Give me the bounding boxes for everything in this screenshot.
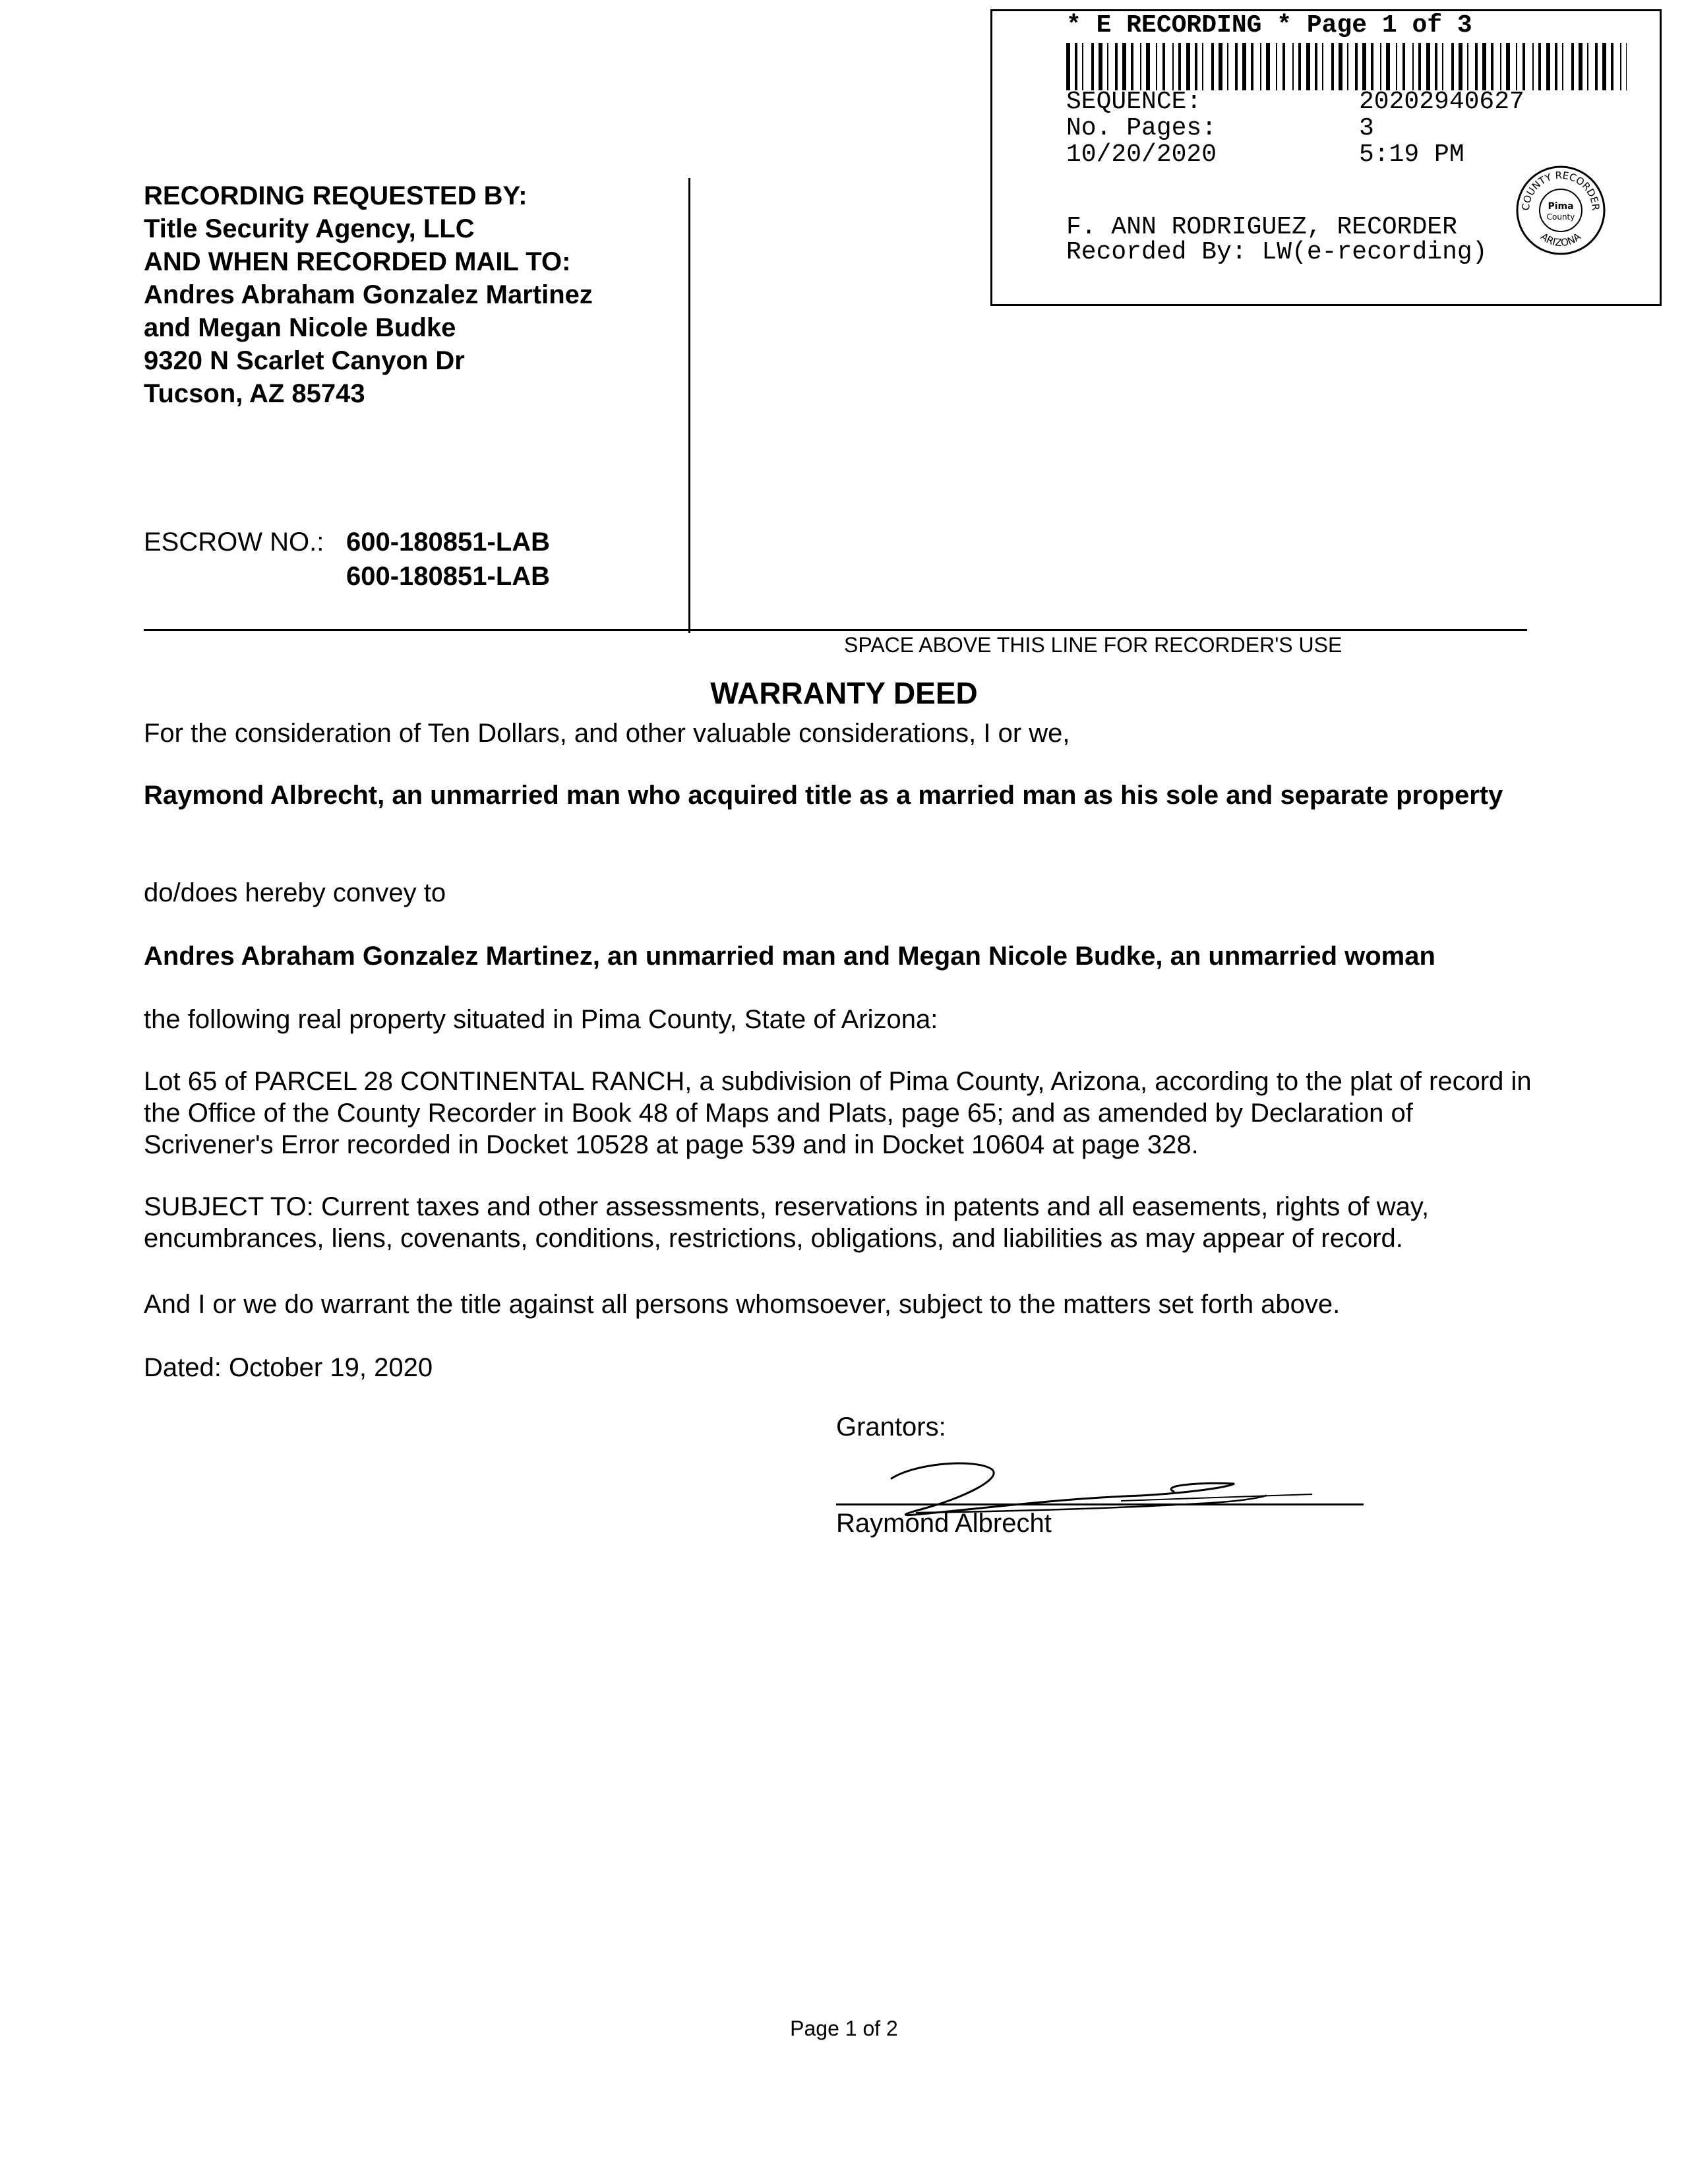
recording-time: 5:19 PM — [1359, 140, 1464, 169]
barcode-bar — [1571, 43, 1574, 90]
recorder-space-note: SPACE ABOVE THIS LINE FOR RECORDER'S USE — [844, 633, 1342, 657]
barcode-bar — [1131, 43, 1133, 90]
recording-request-block — [144, 179, 593, 410]
svg-text:ARIZONA — [1538, 230, 1583, 249]
barcode-bar — [1442, 43, 1443, 90]
barcode-bar — [1235, 43, 1238, 90]
escrow-label: ESCROW NO.: — [144, 528, 324, 557]
mail-to-line-1: Andres Abraham Gonzalez Martinez — [144, 280, 593, 309]
escrow-number-1: 600-180851-LAB — [346, 528, 551, 557]
grantee-paragraph: Andres Abraham Gonzalez Martinez, an unmarried man and Megan Nicole Budke, an unmarried woman — [144, 942, 1435, 971]
header-vertical-divider — [688, 178, 690, 633]
pima-county-recorder-seal-icon — [1515, 164, 1607, 257]
barcode-bar — [1099, 43, 1102, 90]
barcode-bar — [1276, 43, 1277, 90]
mail-to-label: AND WHEN RECORDED MAIL TO: — [144, 247, 571, 276]
barcode-bar — [1620, 43, 1621, 90]
barcode-bar — [1331, 43, 1334, 90]
seal-bottom-text: ARIZONA — [1538, 230, 1583, 249]
barcode-bar — [1227, 43, 1228, 90]
warranty-paragraph: And I or we do warrant the title against all persons whomsoever, subject to the matters set forth above. — [144, 1290, 1341, 1319]
mail-to-line-4: Tucson, AZ 85743 — [144, 379, 365, 408]
recorder-stamp-box — [990, 9, 1662, 306]
barcode-bar — [1115, 43, 1118, 90]
mail-to-line-3: 9320 N Scarlet Canyon Dr — [144, 346, 465, 375]
property-situated-paragraph: the following real property situated in Pima County, State of Arizona: — [144, 1005, 938, 1034]
barcode-bar — [1298, 43, 1301, 90]
barcode-bar — [1355, 43, 1358, 90]
pages-label: No. Pages: — [1066, 114, 1217, 142]
barcode-bar — [1546, 43, 1550, 90]
grantor-paragraph: Raymond Albrecht, an unmarried man who acquired title as a married man as his sole and separate property — [144, 781, 1503, 810]
barcode-bar — [1362, 43, 1366, 90]
barcode-bar — [1156, 43, 1157, 90]
barcode-bar — [1500, 43, 1501, 90]
barcode-bar — [1516, 43, 1517, 90]
stamp-header: * E RECORDING * Page 1 of 3 — [1066, 11, 1472, 40]
barcode-bar — [1595, 43, 1598, 90]
barcode-bar — [1178, 43, 1181, 90]
barcode-bar — [1282, 43, 1285, 90]
barcode-bar — [1412, 43, 1414, 90]
barcode-bar — [1555, 43, 1557, 90]
barcode-bar — [1292, 43, 1294, 90]
barcode-bar — [1587, 43, 1588, 90]
barcode-bar — [1579, 43, 1582, 90]
barcode-bar — [1091, 43, 1094, 90]
barcode-bar — [1602, 43, 1606, 90]
barcode-bar — [1482, 43, 1486, 90]
seal-middle-text-2: County — [1546, 212, 1575, 222]
requested-by-label: RECORDING REQUESTED BY: — [144, 181, 528, 210]
barcode-bar — [1347, 43, 1348, 90]
barcode-bar — [1140, 43, 1141, 90]
barcode-bar — [1475, 43, 1478, 90]
mail-to-line-2: and Megan Nicole Budke — [144, 313, 456, 342]
recording-date: 10/20/2020 — [1066, 140, 1217, 169]
barcode-bar — [1186, 43, 1190, 90]
barcode-bar — [1266, 43, 1270, 90]
barcode-bar — [1562, 43, 1563, 90]
barcode-bar — [1532, 43, 1534, 90]
signature-line — [836, 1503, 1364, 1505]
barcode-bar — [1435, 43, 1437, 90]
subject-to-paragraph: SUBJECT TO: Current taxes and other assessments, reservations in patents and all easements, rights of way, encumbrances, liens, covenants, conditions, restrictions, obligations, and liabilities as may appear of record. — [144, 1192, 1430, 1253]
seal-middle-text-1: Pima — [1548, 201, 1574, 212]
barcode-bar — [1538, 43, 1541, 90]
barcode-bar — [1451, 43, 1454, 90]
barcode-bar — [1172, 43, 1174, 90]
barcode-bar — [1195, 43, 1197, 90]
barcode-bar — [1082, 43, 1083, 90]
barcode-bar — [1491, 43, 1493, 90]
barcode-bar — [1315, 43, 1317, 90]
barcode-bar — [1162, 43, 1165, 90]
barcode-bar — [1386, 43, 1390, 90]
barcode-bar — [1522, 43, 1525, 90]
grantor-signature-name: Raymond Albrecht — [836, 1509, 1052, 1538]
barcode-bar — [1418, 43, 1421, 90]
barcode-icon — [1066, 43, 1627, 90]
barcode-bar — [1426, 43, 1430, 90]
convey-paragraph: do/does hereby convey to — [144, 878, 446, 907]
barcode-bar — [1260, 43, 1261, 90]
recorder-name: F. ANN RODRIGUEZ, RECORDER — [1066, 213, 1457, 241]
barcode-bar — [1075, 43, 1077, 90]
barcode-bar — [1146, 43, 1150, 90]
barcode-bar — [1211, 43, 1214, 90]
barcode-bar — [1402, 43, 1405, 90]
barcode-bar — [1626, 43, 1627, 90]
barcode-bar — [1242, 43, 1246, 90]
deed-title: WARRANTY DEED — [710, 676, 978, 710]
seal-top-text: COUNTY RECORDER — [1519, 169, 1602, 212]
recorder-space-divider — [144, 629, 1527, 631]
barcode-bar — [1339, 43, 1342, 90]
grantors-label: Grantors: — [836, 1412, 946, 1441]
barcode-bar — [1306, 43, 1310, 90]
barcode-bar — [1122, 43, 1126, 90]
barcode-bar — [1219, 43, 1222, 90]
barcode-bar — [1380, 43, 1381, 90]
barcode-bar — [1467, 43, 1468, 90]
page-number: Page 1 of 2 — [790, 2017, 898, 2040]
barcode-bar — [1107, 43, 1108, 90]
dated-line: Dated: October 19, 2020 — [144, 1353, 433, 1382]
consideration-paragraph: For the consideration of Ten Dollars, and other valuable considerations, I or we, — [144, 719, 1070, 748]
legal-description-paragraph: Lot 65 of PARCEL 28 CONTINENTAL RANCH, a subdivision of Pima County, Arizona, according to the plat of record in the Office of the County Recorder in Book 48 of Maps and Plats, page 65; and as amended by Declaration of Scrivener's Error recorded in Docket 10528 at page 539 and in Docket 10604 at page 328. — [144, 1067, 1532, 1159]
requested-by-value: Title Security Agency, LLC — [144, 214, 475, 243]
sequence-label: SEQUENCE: — [1066, 88, 1202, 116]
barcode-bar — [1506, 43, 1510, 90]
barcode-bar — [1066, 43, 1070, 90]
barcode-bar — [1371, 43, 1373, 90]
barcode-bar — [1459, 43, 1462, 90]
escrow-number-2: 600-180851-LAB — [346, 562, 551, 591]
barcode-bar — [1396, 43, 1397, 90]
barcode-bar — [1251, 43, 1253, 90]
barcode-bar — [1202, 43, 1203, 90]
sequence-value: 20202940627 — [1359, 88, 1524, 116]
recorded-by: Recorded By: LW(e-recording) — [1066, 238, 1488, 266]
barcode-bar — [1322, 43, 1323, 90]
barcode-bar — [1611, 43, 1613, 90]
pages-value: 3 — [1359, 114, 1374, 142]
